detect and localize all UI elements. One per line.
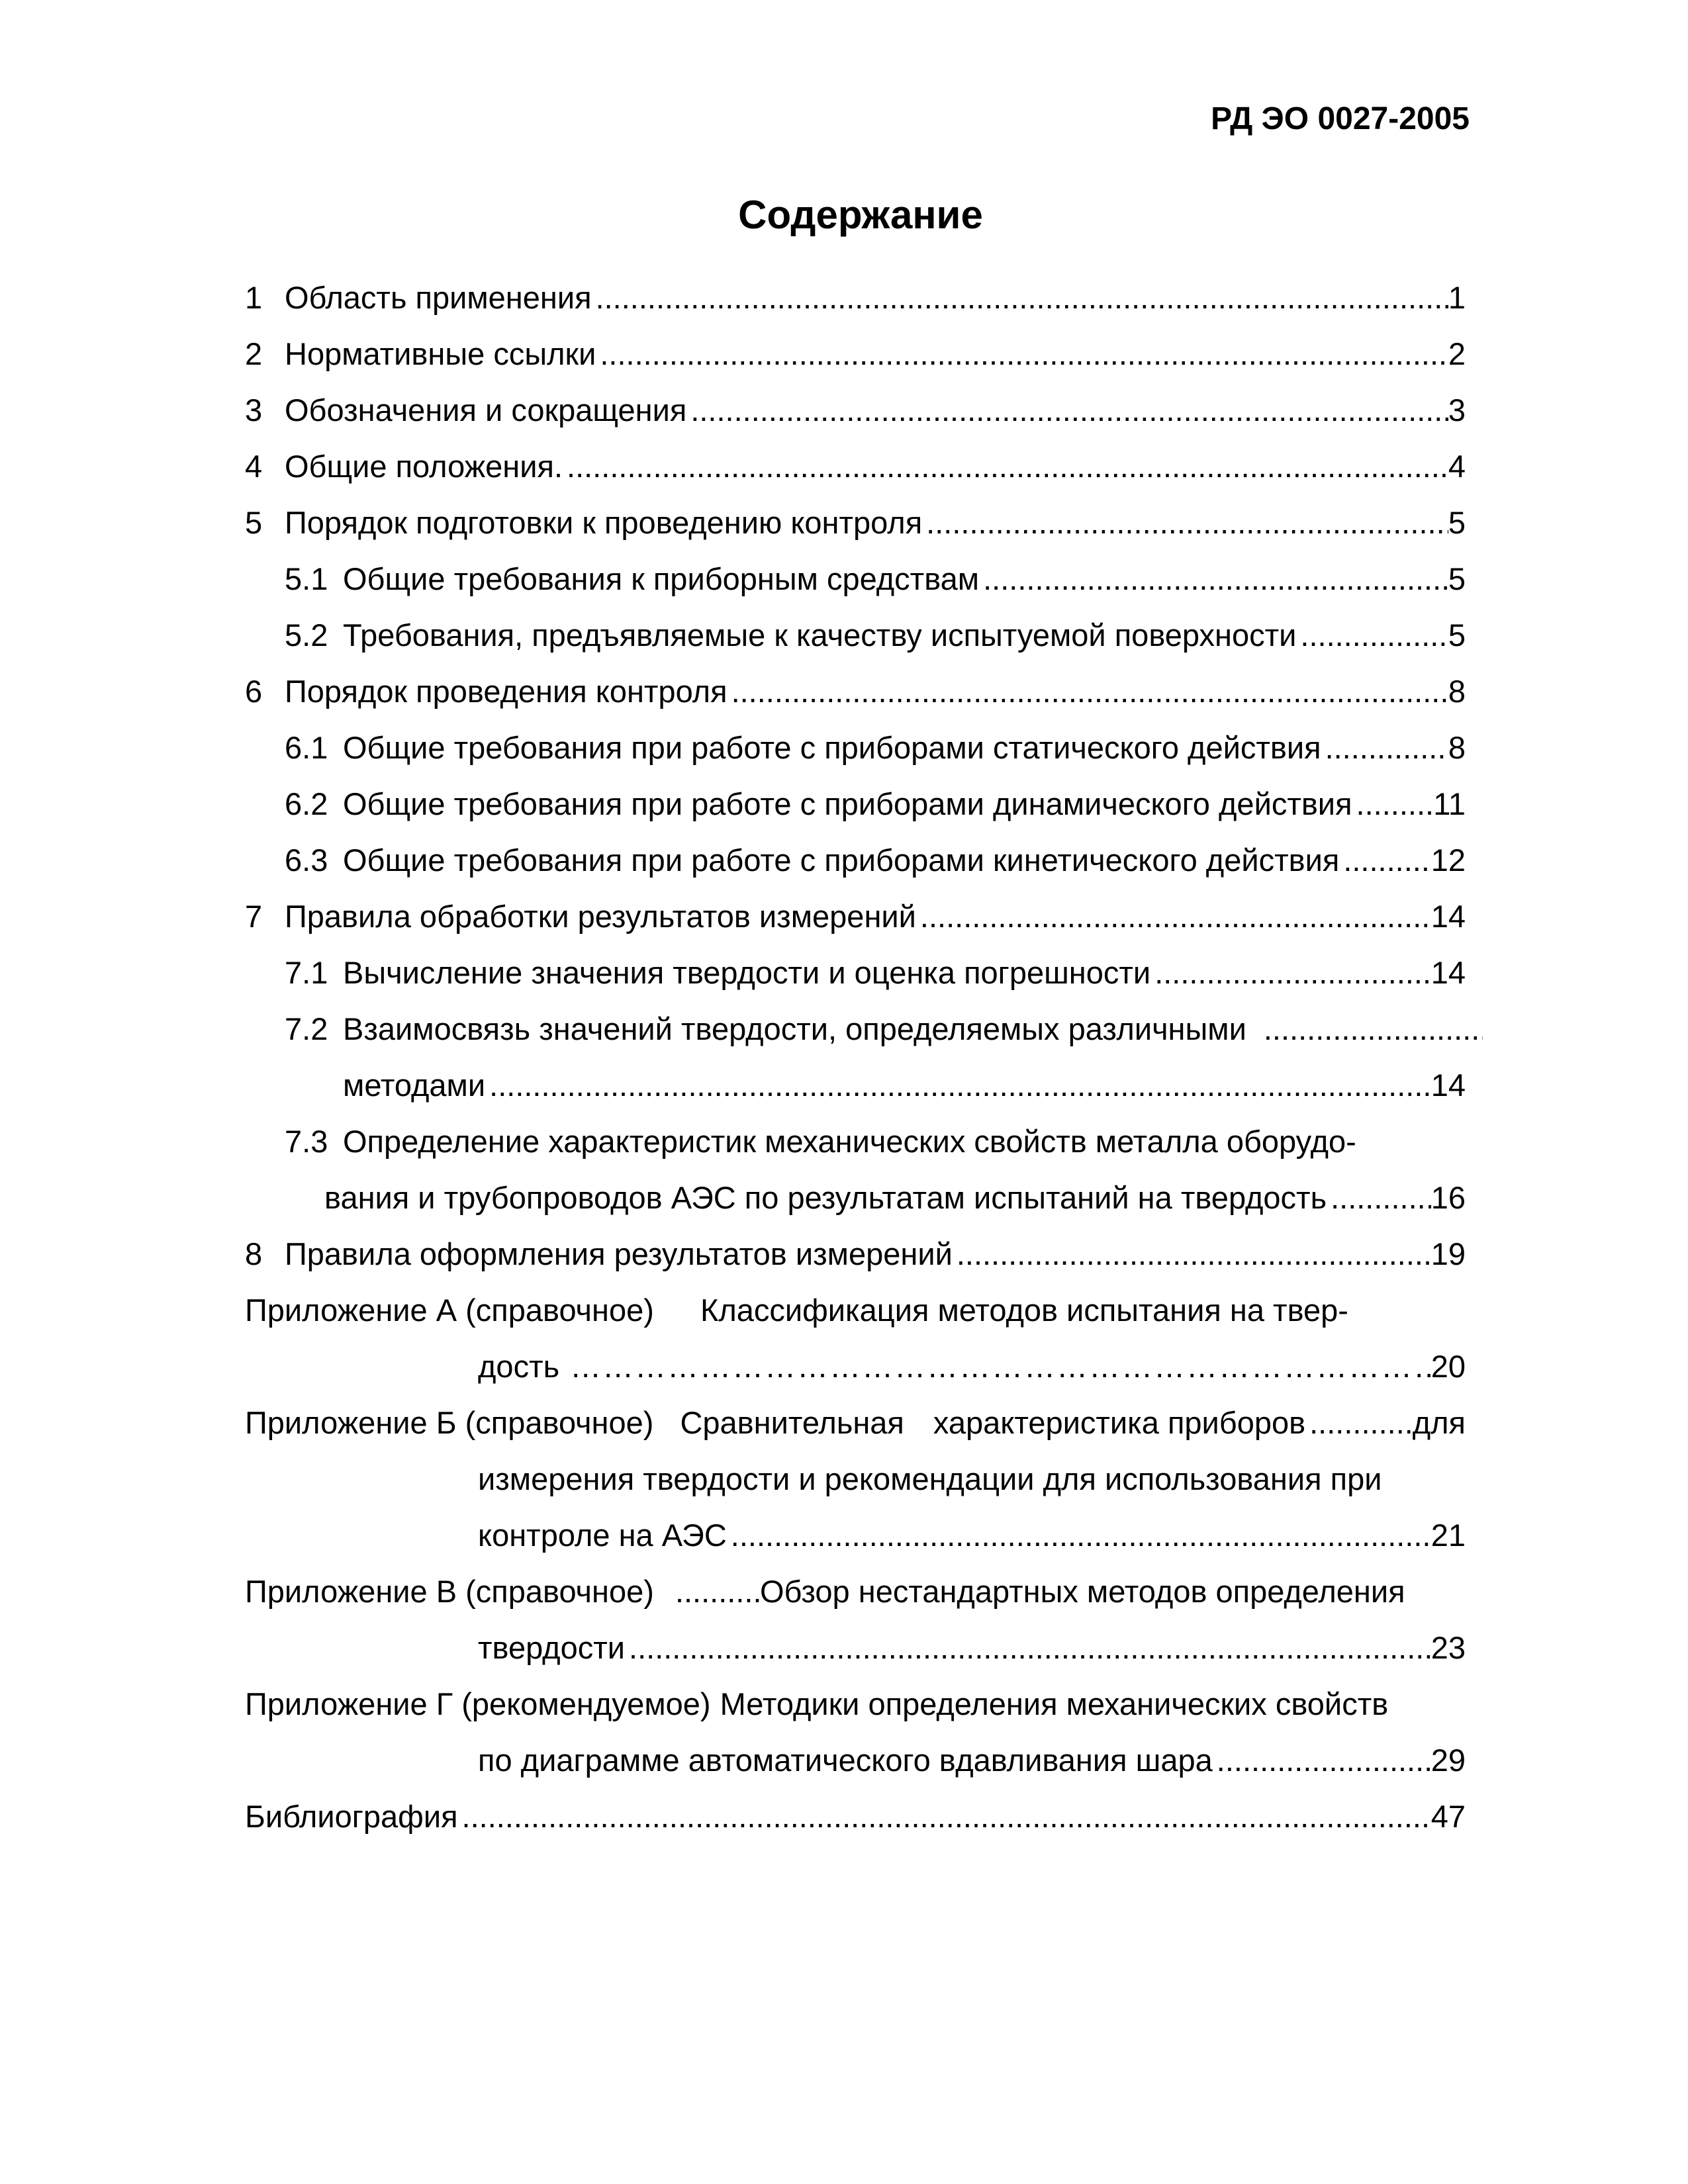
toc-appendix-b-continued[interactable]	[478, 1456, 1466, 1502]
toc-entry-label: Классификация методов испытания на твер-	[700, 1293, 1348, 1328]
appendix-prefix: Приложение Г (рекомендуемое)	[245, 1686, 711, 1721]
toc-entry-page: 11	[1433, 786, 1466, 821]
toc-entry-number: 1	[245, 280, 263, 315]
toc-entry-6-2[interactable]	[285, 781, 1466, 827]
toc-entry-page: 21	[1430, 1518, 1466, 1553]
dot-leader	[1150, 950, 1431, 996]
toc-entry-page: 5	[1448, 617, 1466, 653]
toc-bibliography[interactable]	[245, 1794, 1466, 1840]
toc-entry-label-continued: измерения твердости и рекомендации для использования при	[478, 1461, 1382, 1496]
toc-entry-label-continued: по диаграмме автоматического вдавливания шара	[478, 1743, 1213, 1778]
dot-leader	[953, 1231, 1431, 1277]
toc-entry-number: 7.1	[285, 955, 328, 990]
toc-entry-number: 7.2	[285, 1011, 328, 1046]
toc-entry-number: 7.3	[285, 1124, 328, 1159]
toc-entry-page: 8	[1448, 730, 1466, 765]
toc-entry-label: Порядок проведения контроля	[285, 674, 727, 709]
toc-entry-page: 16	[1430, 1180, 1466, 1215]
toc-entry-2[interactable]	[245, 331, 1466, 377]
dot-leader	[1352, 781, 1434, 827]
toc-entry-number: 5.2	[285, 617, 328, 653]
toc-entry-label: Общие требования при работе с приборами статического действия	[343, 730, 1321, 765]
toc-entry-label: Библиография	[245, 1799, 458, 1834]
toc-entry-7[interactable]	[245, 893, 1466, 940]
toc-entry-7-1[interactable]	[285, 950, 1466, 996]
dot-leader	[458, 1794, 1431, 1840]
toc-entry-label: Определение характеристик механических свойств металла оборудо-	[343, 1124, 1356, 1159]
toc-entry-page: 20	[1430, 1349, 1466, 1384]
toc-entry-page: 8	[1448, 674, 1466, 709]
toc-entry-label: Правила оформления результатов измерений	[285, 1236, 953, 1271]
toc-entry-page: 12	[1430, 842, 1466, 878]
toc-entry-number: 5.1	[285, 561, 328, 596]
toc-entry-label-continued: методами	[343, 1068, 486, 1103]
toc-entry-label-continued: дость	[478, 1349, 560, 1384]
toc-entry-label: Область применения	[285, 280, 592, 315]
toc-entry-page: 14	[1430, 899, 1466, 934]
toc-entry-6-3[interactable]	[285, 837, 1466, 884]
dot-leader	[727, 668, 1448, 715]
toc-entry-label-continued: вания и трубопроводов АЭС по результатам испытаний на твердость	[324, 1180, 1327, 1215]
toc-appendix-b[interactable]	[245, 1400, 1466, 1446]
toc-entry-label: Методики определения механических свойств	[720, 1686, 1389, 1721]
toc-entry-page: 1	[1448, 280, 1466, 315]
toc-entry-label: для	[1412, 1405, 1466, 1440]
toc-entry-page: 47	[1430, 1799, 1466, 1834]
dot-leader	[686, 387, 1448, 433]
toc-entry-page: 4	[1448, 449, 1466, 484]
toc-entry-label-continued: твердости	[478, 1630, 626, 1665]
toc-entry-page: 19	[1430, 1236, 1466, 1271]
toc-entry-number: 6.3	[285, 842, 328, 878]
toc-entry-7-2[interactable]	[285, 1006, 1483, 1052]
toc-appendix-b-continued-2[interactable]	[478, 1512, 1466, 1559]
toc-entry-page: 14	[1430, 1068, 1466, 1103]
toc-entry-5-1[interactable]	[285, 556, 1466, 602]
dot-leader	[1339, 837, 1430, 884]
toc-entry-label: Общие требования при работе с приборами кинетического действия	[343, 842, 1340, 878]
toc-entry-page: 29	[1430, 1743, 1466, 1778]
dot-leader	[1246, 1006, 1483, 1052]
toc-appendix-g[interactable]	[245, 1681, 1466, 1727]
toc-entry-page: 2	[1448, 336, 1466, 371]
toc-entry-label: Общие требования при работе с приборами динамического действия	[343, 786, 1352, 821]
dot-leader	[596, 331, 1448, 377]
toc-entry-8[interactable]	[245, 1231, 1466, 1277]
dot-leader	[1327, 1175, 1431, 1221]
toc-entry-5[interactable]	[245, 500, 1466, 546]
toc-entry-number: 6.1	[285, 730, 328, 765]
toc-entry-3[interactable]	[245, 387, 1466, 433]
dot-leader	[485, 1062, 1431, 1109]
toc-appendix-a[interactable]	[245, 1287, 1466, 1334]
appendix-prefix: Приложение А (справочное)	[245, 1293, 654, 1328]
dot-leader	[727, 1512, 1431, 1559]
toc-entry-number: 7	[245, 899, 263, 934]
toc-entry-number: 3	[245, 392, 263, 428]
dot-leader	[1213, 1737, 1431, 1784]
toc-entry-label: Обозначения и сокращения	[285, 392, 687, 428]
toc-entry-7-3[interactable]	[285, 1118, 1466, 1165]
toc-entry-page: 3	[1448, 392, 1466, 428]
toc-entry-label: Вычисление значения твердости и оценка погрешности	[343, 955, 1151, 990]
dot-leader	[625, 1625, 1431, 1671]
toc-entry-7-2-continued[interactable]	[343, 1062, 1466, 1109]
toc-entry-number: 8	[245, 1236, 263, 1271]
dot-leader	[1321, 725, 1448, 771]
dot-leader	[563, 443, 1448, 490]
appendix-prefix: Приложение В (справочное)	[245, 1574, 654, 1609]
toc-appendix-v[interactable]	[245, 1569, 1466, 1615]
dot-leader	[916, 893, 1431, 940]
toc-title: Содержание	[738, 193, 983, 237]
toc-entry-label-continued: контроле на АЭС	[478, 1518, 727, 1553]
toc-entry-page: 5	[1448, 561, 1466, 596]
document-code: РД ЭО 0027-2005	[1211, 101, 1470, 136]
dot-leader	[922, 500, 1448, 546]
dot-leader	[1296, 612, 1448, 659]
toc-entry-label: Сравнительная	[680, 1405, 904, 1440]
dot-leader	[559, 1343, 1431, 1390]
toc-entry-number: 2	[245, 336, 263, 371]
toc-entry-label: Нормативные ссылки	[285, 336, 596, 371]
toc-entry-number: 4	[245, 449, 263, 484]
toc-entry-label: Требования, предъявляемые к качеству испытуемой поверхности	[343, 617, 1297, 653]
toc-entry-label: Общие требования к приборным средствам	[343, 561, 980, 596]
appendix-prefix: Приложение Б (справочное)	[245, 1405, 654, 1440]
toc-entry-label: Общие положения.	[285, 449, 563, 484]
toc-entry-number: 5	[245, 505, 263, 540]
toc-entry-6[interactable]	[245, 668, 1466, 715]
toc-entry-page: 14	[1430, 955, 1466, 990]
toc-entry-6-1[interactable]	[285, 725, 1466, 771]
toc-entry-page: 5	[1448, 505, 1466, 540]
dot-leader	[1305, 1400, 1413, 1446]
toc-entry-label: Правила обработки результатов измерений	[285, 899, 916, 934]
toc-entry-4[interactable]	[245, 443, 1466, 490]
toc-entry-page: 23	[1430, 1630, 1466, 1665]
toc-entry-label: Взаимосвязь значений твердости, определяемых различными	[343, 1011, 1246, 1046]
toc-entry-label: Порядок подготовки к проведению контроля	[285, 505, 923, 540]
dot-leader	[592, 275, 1448, 321]
toc-entry-label: Обзор нестандартных методов определения	[759, 1574, 1405, 1609]
toc-appendix-g-continued[interactable]	[478, 1737, 1466, 1784]
toc-entry-label: характеристика приборов	[933, 1405, 1306, 1440]
toc-entry-number: 6.2	[285, 786, 328, 821]
toc-entry-7-3-continued[interactable]	[324, 1175, 1466, 1221]
toc-entry-1[interactable]	[245, 275, 1466, 321]
toc-entry-number: 6	[245, 674, 263, 709]
dot-leader	[979, 556, 1448, 602]
toc-appendix-a-continued[interactable]	[478, 1343, 1466, 1390]
toc-entry-5-2[interactable]	[285, 612, 1466, 659]
dot-leader	[654, 1569, 760, 1615]
toc-appendix-v-continued[interactable]	[478, 1625, 1466, 1671]
